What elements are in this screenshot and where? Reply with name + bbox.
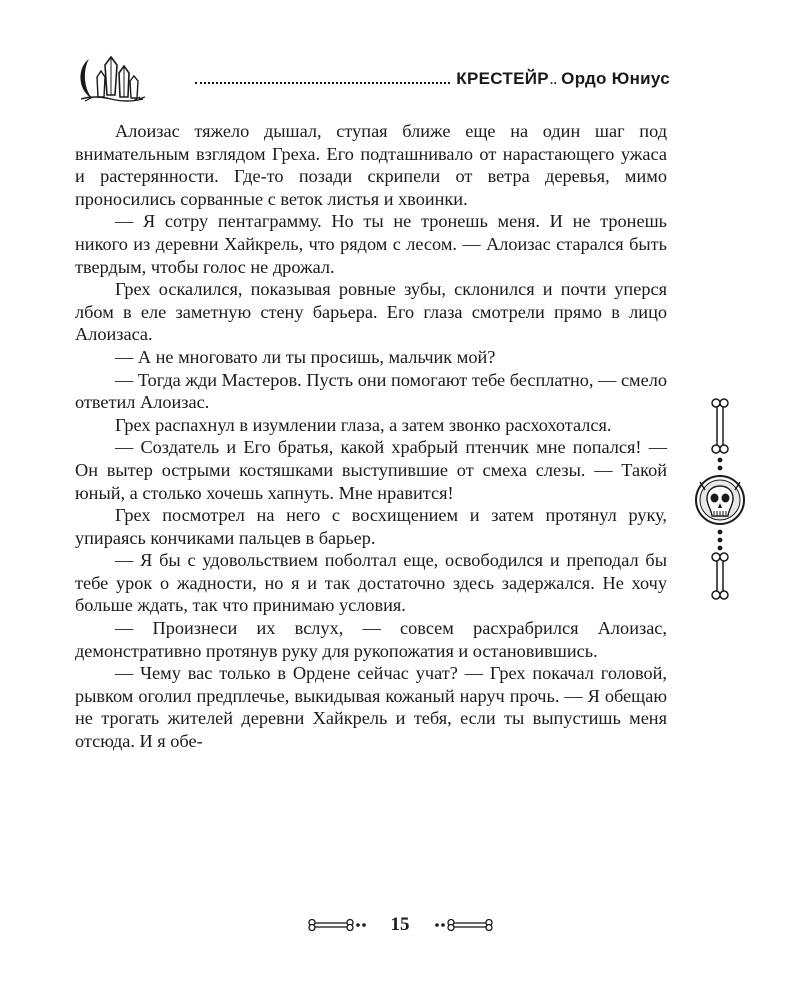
paragraph: Грех распахнул в изумлении глаза, а затем звонко расхохотался. (115, 414, 612, 435)
paragraph: — Чему вас только в Ордене сейчас учат? — Грех покачал головой, рывком оголил предплечье, выкидывая кожаный наруч прочь. — Я обещаю не трогать жителей деревни Хайкрель и тебя, если ты выпустишь меня отсюда. И я обе- (75, 663, 667, 752)
running-title (456, 69, 670, 89)
skull-bone-ornament-icon (695, 398, 745, 603)
paragraph: — Произнеси их вслух, — совсем расхрабрился Алоизас, демонстративно протянув руку для рукопожатия и остановившись. (75, 618, 667, 661)
bone-left-icon (307, 918, 369, 932)
running-header (75, 55, 670, 105)
title-separator: .. (549, 73, 558, 87)
paragraph: Алоизас тяжело дышал, ступая ближе еще на один шаг под внимательным взглядом Греха. Его подташнивало от нарастающего ужаса и растерянности. Где-то позади скрипели от ветра деревья, мимо проносились сорванные с веток листья и хвоинки. (75, 121, 667, 209)
header-dotted-leader (195, 82, 450, 84)
page-number: 15 (390, 914, 410, 935)
paragraph: — Я бы с удовольствием поболтал еще, освободился и преподал бы тебе урок о жадности, но я и так достаточно здесь задержался. Не хочу больше ждать, так что принимаю условия. (75, 550, 667, 616)
paragraph: Грех посмотрел на него с восхищением и затем протянул руку, упираясь кончиками пальцев в барьер. (75, 505, 667, 548)
paragraph: — Я сотру пентаграмму. Но ты не тронешь меня. И не тронешь никого из деревни Хайкрель, что рядом с лесом. — Алоизас старался быть твердым, чтобы голос не дрожал. (75, 211, 667, 277)
crystal-moon-icon (75, 55, 153, 103)
body-text (75, 120, 667, 753)
paragraph: — А не многовато ли ты просишь, мальчик мой? (115, 346, 496, 367)
book-title: КРЕСТЕЙР (456, 69, 549, 88)
page-footer (0, 910, 800, 940)
paragraph: — Создатель и Его братья, какой храбрый птенчик мне попался! — Он вытер острыми костяшками выступившие от смеха слезы. — Такой юный, а столько хочешь хапнуть. Мне нравится! (75, 437, 667, 503)
bone-right-icon (432, 918, 494, 932)
author-name: Ордо Юниус (561, 69, 670, 88)
paragraph: — Тогда жди Мастеров. Пусть они помогают тебе бесплатно, — смело ответил Алоизас. (75, 369, 667, 413)
paragraph: Грех оскалился, показывая ровные зубы, склонился и почти уперся лбом в еле заметную стену барьера. Его глаза смотрели прямо в лицо Алоизаса. (75, 279, 667, 345)
